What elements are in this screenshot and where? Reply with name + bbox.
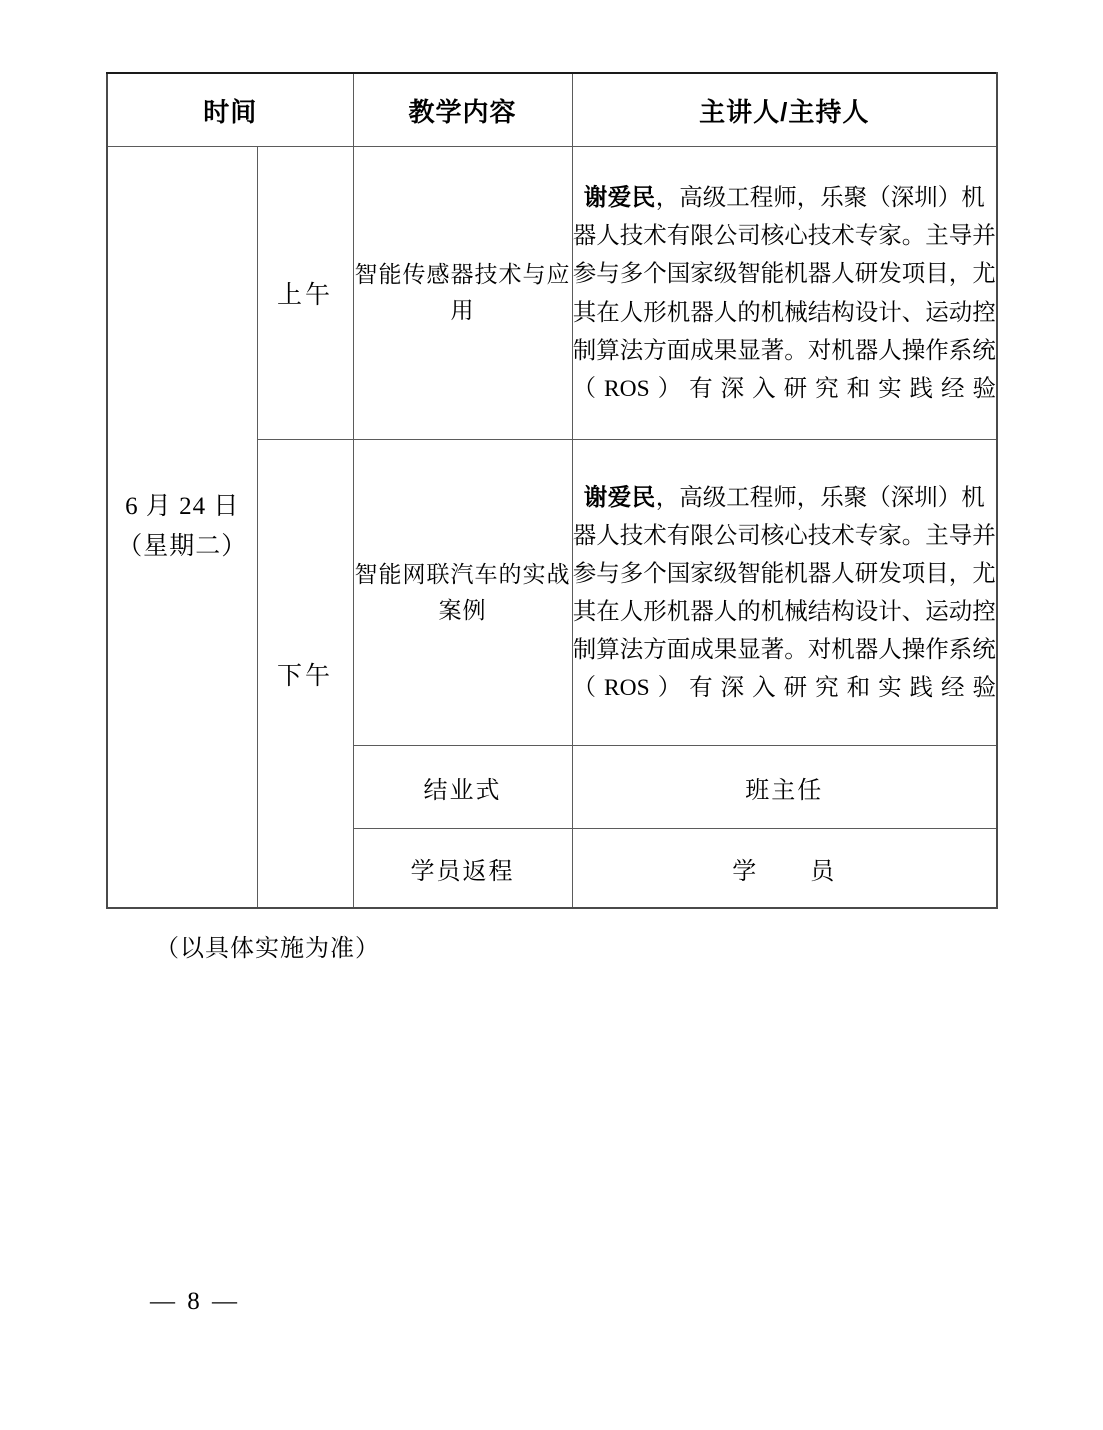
header-cell-speaker: 主讲人/主持人: [572, 73, 997, 147]
speaker-description: ，高级工程师，乐聚（深圳）机器人技术有限公司核心技术专家。主导并参与多个国家级智能机器人研发项目，尤其在人形机器人的机械结构设计、运动控制算法方面成果显著。对机器人操作系统（ROS）有深入研究和实践经验: [572, 484, 997, 702]
date-line-2: （星期二）: [117, 533, 248, 560]
schedule-note: （以具体实施为准）: [155, 936, 380, 962]
header-cell-content: 教学内容: [353, 73, 572, 147]
cell-speaker-return: 学 员: [572, 829, 997, 909]
training-schedule-table: [106, 72, 998, 909]
header-cell-time: 时间: [107, 73, 353, 147]
table-header-row: [107, 73, 997, 147]
page-number: — 8 —: [150, 1288, 240, 1315]
cell-topic-return: 学员返程: [353, 829, 572, 909]
cell-topic-afternoon: 智能网联汽车的实战案例: [353, 440, 572, 746]
cell-half-day-afternoon: 下午: [257, 440, 353, 909]
cell-speaker-afternoon: [572, 440, 997, 746]
date-line-1: 6 月 24 日: [125, 493, 240, 520]
speaker-description: ，高级工程师，乐聚（深圳）机器人技术有限公司核心技术专家。主导并参与多个国家级智能机器人研发项目，尤其在人形机器人的机械结构设计、运动控制算法方面成果显著。对机器人操作系统（ROS）有深入研究和实践经验: [572, 185, 997, 402]
cell-speaker-morning: [572, 147, 997, 440]
cell-topic-morning: 智能传感器技术与应用: [353, 147, 572, 440]
cell-half-day-morning: 上午: [257, 147, 353, 440]
cell-speaker-closing: 班主任: [572, 746, 997, 829]
speaker-name: 谢爱民: [583, 184, 656, 211]
table-row: [107, 147, 997, 440]
schedule-table-container: [106, 72, 996, 909]
speaker-name: 谢爱民: [583, 483, 656, 510]
cell-date: [107, 147, 257, 909]
cell-topic-closing: 结业式: [353, 746, 572, 829]
